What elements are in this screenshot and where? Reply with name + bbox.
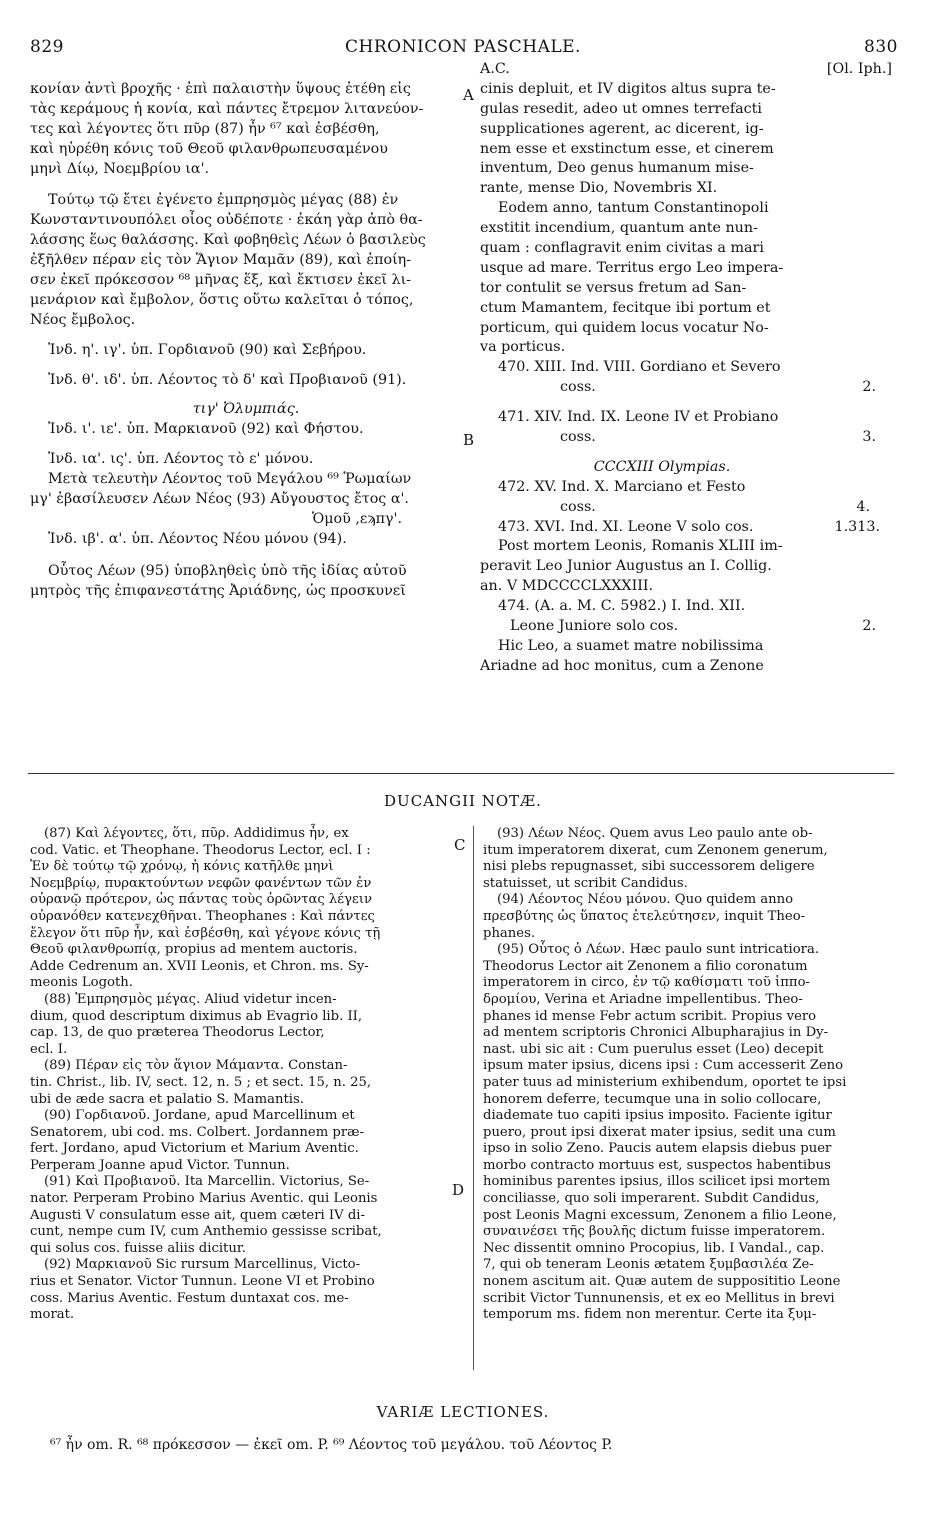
latin-line: ctum Mamantem, fecitque ibi portum et <box>480 299 771 316</box>
note-line: οὐρανόθεν κατενεχθῆναι. Theophanes : Καὶ πάντες <box>30 908 375 924</box>
note-line: δρομίου, Verina et Ariadne impellentibus. Theo- <box>483 991 803 1007</box>
year-entry-text: 473. XVI. Ind. XI. Leone V solo cos. <box>498 518 754 535</box>
greek-line: μγ' ἐβασίλευσεν Λέων Νέος (93) Αὔγουστος ἔτος α'. <box>30 491 409 508</box>
note-line: Senatorem, ubi cod. ms. Colbert. Jordannem præ- <box>30 1124 364 1140</box>
note-line: ipsum mater ipsius, dicens ipsi : Cum accesserit Zeno <box>483 1058 844 1074</box>
greek-line: Οὗτος Λέων (95) ὑποβληθεὶς ὑπὸ τῆς ἰδίας αὐτοῦ <box>48 562 407 579</box>
note-line: οὐρανῷ πρότερον, ὡς πάντας τοὺς ὁρῶντας λέγειν <box>30 892 373 908</box>
coss-label: coss. <box>560 379 596 396</box>
consul-label: Leone Juniore solo cos. <box>510 618 679 635</box>
note-line: ipso in solio Zeno. Paucis autem elapsis diebus puer <box>483 1141 832 1157</box>
variae-heading: VARIÆ LECTIONES. <box>376 1403 550 1421</box>
greek-line: σεν ἐκεῖ πρόκεσσον ⁶⁸ μῆνας ἕξ, καὶ ἔκτισεν ἐκεῖ λι- <box>30 272 412 289</box>
note-line: nonem ascitum ait. Quæ autem de supposititio Leone <box>483 1274 841 1290</box>
olympiad-reference: [Ol. Iph.] <box>826 61 892 77</box>
page-number-right: 830 <box>864 37 898 57</box>
latin-line: porticum, qui quidem locus vocatur No- <box>480 319 769 336</box>
page-number-left: 829 <box>30 37 64 57</box>
note-line: fert. Jordano, apud Victorium et Marium Aventic. <box>30 1141 359 1157</box>
latin-line: Ariadne ad hoc monitus, cum a Zenone <box>480 657 764 674</box>
greek-indiction-line: Ἰνδ. ιβ'. α'. ὑπ. Λέοντος Νέου μόνου (94). <box>48 530 347 547</box>
greek-line: τες καὶ λέγοντες ὅτι πῦρ (87) ἦν ⁶⁷ καὶ ἐσβέσθη, <box>30 120 380 137</box>
latin-olympiad-line: CCCXIII Olympias. <box>593 458 731 475</box>
year-entry-474: 474. (A. a. M. C. 5982.) I. Ind. XII. <box>498 598 746 615</box>
note-line: rius et Senator. Victor Tunnun. Leone VI et Probino <box>30 1274 375 1290</box>
note-line: conciliasse, quo soli imperarent. Subdit Candidus, <box>483 1191 820 1207</box>
spacer <box>480 448 844 458</box>
note-line: puero, prout ipsi dixerat mater ipsius, sedit una cum <box>483 1124 836 1140</box>
spacer <box>30 550 462 562</box>
note-line: cod. Vatic. et Theophane. Theodorus Lector, ecl. I : <box>30 842 371 858</box>
margin-letter-d: D <box>452 1181 465 1199</box>
note-line: pater tuus ad ministerium exhibendum, oportet te ipsi <box>483 1074 847 1090</box>
greek-line: μενάριον καὶ ἔμβολον, ὅστις οὕτω καλεῖται ὁ τόπος, <box>30 291 414 308</box>
note-line: meonis Logoth. <box>30 975 133 991</box>
year-number: 3. <box>862 429 876 446</box>
note-line: (93) Λέων Νέος. Quem avus Leo paulo ante ob- <box>497 826 813 841</box>
greek-line: Μετὰ τελευτὴν Λέοντος τοῦ Μεγάλου ⁶⁹ Ῥωμαίων <box>48 471 412 488</box>
year-entry-472: 472. XV. Ind. X. Marciano et Festo <box>498 478 746 495</box>
latin-line: Hic Leo, a suamet matre nobilissima <box>498 637 764 654</box>
note-line: nisi plebs repugnasset, sibi successorem deligere <box>483 859 815 875</box>
notes-heading: DUCANGII NOTÆ. <box>384 792 542 810</box>
spacer <box>30 179 462 191</box>
note-line: morbo contracto mortuus est, suspectos habentibus <box>483 1157 831 1173</box>
greek-line: τὰς κεράμους ἡ κονία, καὶ πάντες ἔτρεμον λιτανεύον- <box>30 100 424 117</box>
note-line: (87) Καὶ λέγοντες, ὅτι, πῦρ. Addidimus ἦν, ex <box>44 826 349 841</box>
note-line: cap. 13, de quo præterea Theodorus Lector, <box>30 1025 325 1041</box>
greek-indiction-line: Ἰνδ. θ'. ιδ'. ὑπ. Λέοντος τὸ δ' καὶ Προβιανοῦ (91). <box>48 371 407 388</box>
note-line: diademate tuo capiti ipsius imposito. Faciente igitur <box>483 1108 832 1124</box>
note-line: Θεοῦ φιλανθρωπίᾳ, propius ad mentem auctoris. <box>30 942 358 958</box>
latin-line: rante, mense Dio, Novembris XI. <box>480 180 718 197</box>
latin-line: quam : conflagravit enim civitas a mari <box>480 240 764 257</box>
note-line: hominibus parentes ipsius, illos scilicet ipsi mortem <box>483 1174 831 1190</box>
greek-indiction-line: Ἰνδ. ι'. ιε'. ὑπ. Μαρκιανοῦ (92) καὶ Φήστου. <box>48 421 364 438</box>
latin-line: supplicationes agerent, ac dicerent, ig- <box>480 120 764 137</box>
note-line: Augusti V consulatum esse ait, quem cæteri IV di- <box>30 1207 365 1223</box>
greek-line: λάσσης ἕως θαλάσσης. Καὶ φοβηθεὶς Λέων ὁ βασιλεὺς <box>30 232 426 249</box>
spacer <box>30 440 462 450</box>
latin-line: va porticus. <box>480 339 566 356</box>
note-line: morat. <box>30 1307 75 1323</box>
latin-text-column <box>480 60 892 677</box>
note-line: (90) Γορδιανοῦ. Jordane, apud Marcellinum et <box>44 1108 355 1124</box>
year-entry-472-cont <box>480 498 870 518</box>
note-line: συναινέσει τῆς βουλῆς dictum fuisse imperatorem. <box>483 1224 826 1240</box>
latin-line: tor contulit se versus fretum ad San- <box>480 279 747 296</box>
note-line: ubi de æde sacra et palatio S. Mamantis. <box>30 1091 304 1107</box>
ac-label: A.C. <box>480 61 510 77</box>
year-number: 2. <box>862 379 876 396</box>
latin-line: usque ad mare. Territus ergo Leo impera- <box>480 259 784 276</box>
note-line: Ἐν δὲ τούτῳ τῷ χρόνῳ, ἡ κόνις κατῆλθε μηνὶ <box>30 859 334 875</box>
year-number: 2. <box>862 618 876 635</box>
coss-label: coss. <box>560 498 596 515</box>
note-line: (95) Οὗτος ὁ Λέων. Hæc paulo sunt intricatiora. <box>497 942 820 958</box>
greek-olympiad-line: τιγ' Ὀλυμπιάς. <box>192 401 300 418</box>
note-line: phanes. <box>483 925 536 941</box>
note-line: coss. Marius Aventic. Festum duntaxat cos. me- <box>30 1290 349 1306</box>
note-line: nast. ubi sic ait : Cum puerulus esset (Leo) decepit <box>483 1041 824 1057</box>
margin-letter-b: B <box>463 431 475 449</box>
year-number: 4. <box>856 498 870 515</box>
year-entry-470-cont <box>480 378 876 398</box>
variae-text: ⁶⁷ ἦν om. R. ⁶⁸ πρόκεσσον — ἐκεῖ om. P. ⁶⁹ Λέοντος τοῦ μεγάλου. τοῦ Λέοντος P. <box>50 1437 613 1453</box>
note-line: temporum ms. fidem non merentur. Certe ita ξυμ- <box>483 1307 817 1323</box>
note-line: (89) Πέραν εἰς τὸν ἅγιον Μάμαντα. Constan- <box>44 1058 348 1074</box>
note-line: Theodorus Lector ait Zenonem a filio coronatum <box>483 958 808 974</box>
notes-left-column <box>30 826 465 1324</box>
note-line: πρεσβύτης ὡς ὕπατος ἐτελεύτησεν, inquit Theo- <box>483 908 806 924</box>
note-line: phanes id mense Febr actum scribit. Propius vero <box>483 1008 817 1024</box>
latin-line: nem esse et exstinctum esse, et cinerem <box>480 140 774 157</box>
note-line: honorem deferre, tecumque una in solio collocare, <box>483 1091 822 1107</box>
note-line: itum imperatorem dixerat, cum Zenonem generum, <box>483 842 828 858</box>
note-line: nator. Perperam Probino Marius Aventic. qui Leonis <box>30 1191 378 1207</box>
greek-indiction-line: Ἰνδ. ια'. ις'. ὑπ. Λέοντος τὸ ε' μόνου. <box>48 451 314 468</box>
latin-line: exstitit incendium, quantum ante nun- <box>480 220 758 237</box>
coss-label: coss. <box>560 429 596 446</box>
spacer <box>30 390 462 400</box>
margin-letter-c: C <box>454 836 466 854</box>
note-line: 7, qui ob teneram Leonis ætatem ξυμβασιλέα Ze- <box>483 1257 814 1273</box>
note-line: statuisset, ut scribit Candidus. <box>483 875 688 891</box>
year-entry-473 <box>480 518 880 538</box>
spacer <box>480 398 844 408</box>
note-line: ad mentem scriptoris Chronici Albupharajius in Dy- <box>483 1025 829 1041</box>
note-line: ἔλεγον ὅτι πῦρ ἦν, καὶ ἐσβέσθη, καὶ γέγονε κόνις τῇ <box>30 925 381 941</box>
greek-line: ἐξῆλθεν πέραν εἰς τὸν Ἅγιον Μαμᾶν (89), καὶ ἐποίη- <box>30 252 412 269</box>
greek-line: Τούτῳ τῷ ἔτει ἐγένετο ἐμπρησμὸς μέγας (88) ἐν <box>48 192 399 209</box>
greek-line: Νέος ἔμβολος. <box>30 311 136 328</box>
year-entry-471-cont <box>480 428 876 448</box>
greek-sum-line: Ὁμοῦ ,εϡπγ'. <box>311 510 402 527</box>
latin-line: peravit Leo Junior Augustus an I. Collig. <box>480 558 772 575</box>
note-line: cunt, nempe cum IV, cum Anthemio gessisse scribat, <box>30 1224 382 1240</box>
note-line: scribit Victor Tunnunensis, et ex eo Mellitus in brevi <box>483 1290 835 1306</box>
greek-line: καὶ ηὑρέθη κόνις τοῦ Θεοῦ φιλανθρωπευσαμένου <box>30 140 388 157</box>
note-line: tin. Christ., lib. IV, sect. 12, n. 5 ; et sect. 15, n. 25, <box>30 1074 372 1090</box>
greek-line: μητρὸς τῆς ἐπιφανεστάτης Ἀριάδνης, ὡς προσκυνεῖ <box>30 582 406 599</box>
spacer <box>30 331 462 341</box>
note-line: Νοεμβρίῳ, πυρακτούντων νεφῶν φανέντων τῶν ἐν <box>30 875 372 891</box>
note-line: imperatorem in circo, ἐν τῷ καθίσματι τοῦ ἱππο- <box>483 975 810 991</box>
note-line: Nec dissentit omnino Procopius, lib. I Vandal., cap. <box>483 1240 825 1256</box>
latin-line: Eodem anno, tantum Constantinopoli <box>498 200 769 217</box>
note-line: qui solus cos. fuisse aliis dicitur. <box>30 1240 246 1256</box>
latin-line: cinis depluit, et IV digitos altus supra te- <box>480 80 776 97</box>
greek-line: κονίαν ἀντὶ βροχῆς · ἐπὶ παλαιστὴν ὕψους ἐτέθη εἰς <box>30 81 411 97</box>
note-line: ecl. I. <box>30 1041 68 1057</box>
year-entry-474-cont <box>480 617 876 637</box>
margin-letter-a: A <box>463 86 474 104</box>
greek-line: μηνὶ Δίῳ, Νοεμβρίου ια'. <box>30 160 210 177</box>
latin-line: an. V MDCCCCLXXXIII. <box>480 578 654 595</box>
latin-line: Post mortem Leonis, Romanis XLIII im- <box>498 538 783 555</box>
running-title: CHRONICON PASCHALE. <box>345 37 581 57</box>
note-line: (92) Μαρκιανοῦ Sic rursum Marcellinus, Victo- <box>44 1257 361 1273</box>
notes-column-divider <box>473 826 474 1370</box>
note-line: (94) Λέοντος Νέου μόνου. Quo quidem anno <box>497 892 794 908</box>
greek-indiction-line: Ἰνδ. η'. ιγ'. ὑπ. Γορδιανοῦ (90) καὶ Σεβήρου. <box>48 341 367 358</box>
section-divider <box>28 773 894 774</box>
note-line: dium, quod descriptum diximus ab Evagrio lib. II, <box>30 1008 363 1024</box>
latin-line: inventum, Deo genus humanum mise- <box>480 160 754 177</box>
notes-right-column <box>483 826 893 1324</box>
latin-line: gulas resedit, adeo ut omnes terrefacti <box>480 100 762 117</box>
greek-text-column <box>30 80 462 601</box>
note-line: Adde Cedrenum an. XVII Leonis, et Chron. ms. Sy- <box>30 958 369 974</box>
year-entry-471: 471. XIV. Ind. IX. Leone IV et Probiano <box>498 409 779 426</box>
note-line: (91) Καὶ Προβιανοῦ. Ita Marcellin. Victorius, Se- <box>44 1174 370 1190</box>
greek-line: Κωνσταντινουπόλει οἷος οὐδέποτε · ἐκάη γὰρ ἀπὸ θα- <box>30 212 423 229</box>
note-line: Perperam Joanne apud Victor. Tunnun. <box>30 1157 290 1173</box>
note-line: (88) Ἐμπρησμὸς μέγας. Aliud videtur incen- <box>44 991 337 1007</box>
spacer <box>30 361 462 371</box>
year-entry-470: 470. XIII. Ind. VIII. Gordiano et Severo <box>498 359 781 376</box>
latin-header-line <box>480 60 892 80</box>
note-line: post Leonis Magni excessum, Zenonem a filio Leone, <box>483 1207 837 1223</box>
year-number: 1.313. <box>834 518 880 535</box>
